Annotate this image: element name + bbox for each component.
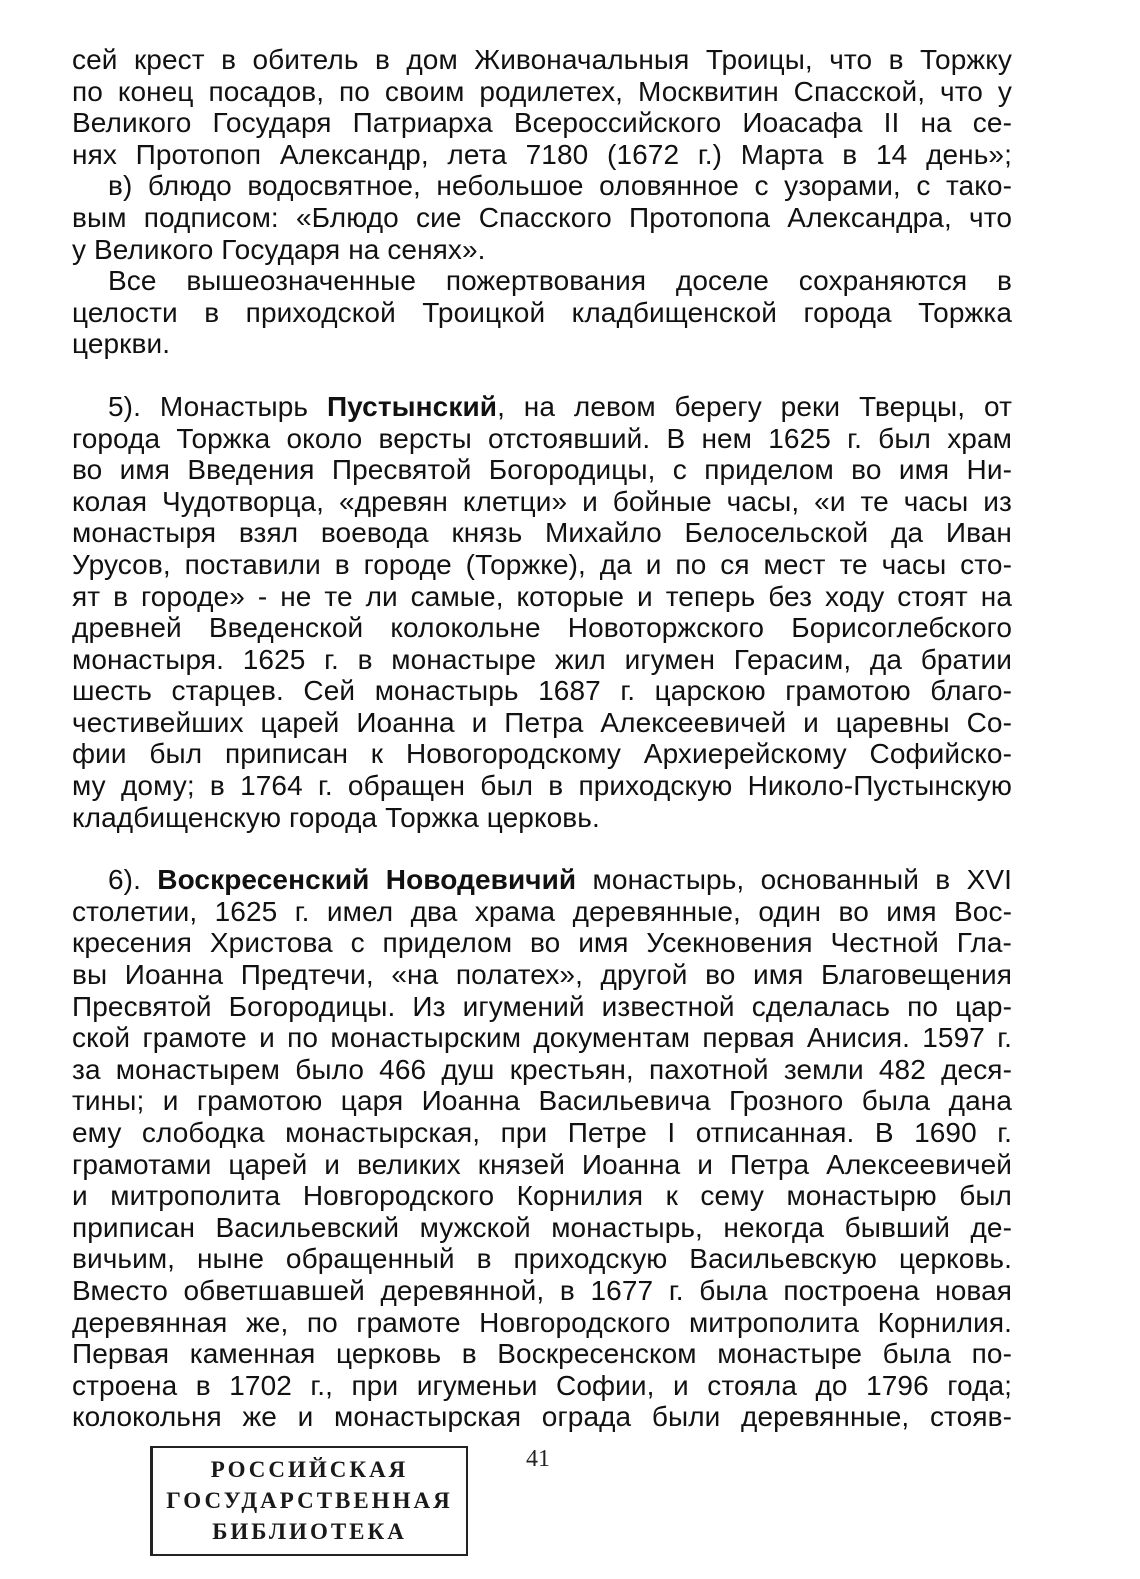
text-line: церкви. [72, 328, 171, 360]
text-line: столетии, 1625 г. имел два храма деревянные, один во имя Вос- [72, 895, 1012, 927]
text-line: му дому; в 1764 г. обращен был в приходскую Николо-Пустынскую [72, 770, 1012, 802]
text-line: ему слободка монастырская, при Петре I отписанная. В 1690 г. [72, 1117, 1012, 1148]
text-line: нях Протопоп Александр, лета 7180 (1672 г.) Марта в 14 день»; [72, 138, 1012, 170]
text-line: Пресвятой Богородицы. Из игумений известной сделалась по цар- [72, 990, 1012, 1022]
text-line: вым подписом: «Блюдо сие Спасского Протопопа Александра, что [72, 201, 1012, 233]
text-line: Урусов, поставили в городе (Торжке), да и по ся мест те часы сто- [72, 548, 1012, 580]
document-body [72, 44, 1012, 1433]
text-line: целости в приходской Троицкой кладбищенской города Торжка [72, 296, 1012, 328]
text-line: во имя Введения Пресвятой Богородицы, с приделом во имя Ни- [72, 454, 1012, 486]
text-line [72, 391, 1012, 423]
text-run: , на левом берегу реки Тверцы, от [497, 390, 1012, 422]
text-line: по конец посадов, по своим родилетех, Москвитин Спасской, что у [72, 75, 1012, 107]
text-line: честивейших царей Иоанна и Петра Алексеевичей и царевны Со- [72, 706, 1012, 738]
text-line: приписан Васильевский мужской монастырь, некогда бывший де- [72, 1211, 1012, 1243]
text-line: шесть старцев. Сей монастырь 1687 г. царскою грамотою благо- [72, 675, 1012, 707]
text-line: ят в городе» - не те ли самые, которые и теперь без ходу стоят на [72, 580, 1012, 612]
library-stamp [150, 1446, 468, 1556]
text-line: за монастырем было 466 душ крестьян, пахотной земли 482 деся- [72, 1053, 1012, 1085]
paragraph-gap [72, 360, 1012, 391]
stamp-line: ГОСУДАРСТВЕННАЯ [166, 1488, 453, 1513]
page-number: 41 [526, 1446, 550, 1472]
text-line: и митрополита Новгородского Корнилия к сему монастырю был [72, 1180, 1012, 1212]
text-line: кладбищенскую города Торжка церковь. [72, 801, 600, 833]
text-line: города Торжка около версты отстоявший. В нем 1625 г. был храм [72, 422, 1012, 454]
text-line: в) блюдо водосвятное, небольшое оловянное с узорами, с тако- [108, 170, 1012, 202]
text-line: колокольня же и монастырская ограда были деревянные, стояв- [72, 1401, 1012, 1433]
text-line: кресения Христова с приделом во имя Усекновения Честной Гла- [72, 927, 1012, 959]
text-line: монастыря взял воевода князь Михайло Белосельской да Иван [72, 517, 1012, 549]
text-line: грамотами царей и великих князей Иоанна и Петра Алексеевичей [72, 1148, 1012, 1180]
stamp-line: БИБЛИОТЕКА [212, 1519, 407, 1544]
text-line: сей крест в обитель в дом Живоначальныя Троицы, что в Торжку [72, 44, 1012, 75]
text-run: 5). Монастырь [108, 390, 327, 422]
text-run: 6). [108, 864, 158, 896]
monastery-name: Пустынский [326, 390, 498, 422]
text-line: вы Иоанна Предтечи, «на полатех», другой во имя Благовещения [72, 959, 1012, 991]
text-line: Все вышеозначенные пожертвования доселе сохраняются в [108, 265, 1012, 297]
text-line [72, 864, 1012, 896]
text-run: монастырь, основанный в XVI [576, 864, 1012, 896]
text-line: фии был приписан к Новогородскому Архиерейскому Софийско- [72, 738, 1012, 770]
text-line: монастыря. 1625 г. в монастыре жил игумен Герасим, да братии [72, 643, 1012, 675]
paragraph-gap [72, 833, 1012, 864]
text-line: Великого Государя Патриарха Всероссийского Иоасафа II на се- [72, 107, 1012, 139]
text-line: ской грамоте и по монастырским документам первая Анисия. 1597 г. [72, 1022, 1012, 1054]
monastery-name: Воскресенский Новодевичий [157, 864, 577, 896]
text-line: колая Чудотворца, «древян клетци» и бойные часы, «и те часы из [72, 485, 1012, 517]
text-line: деревянная же, по грамоте Новгородского митрополита Корнилия. [72, 1306, 1012, 1338]
text-line: вичьим, ныне обращенный в приходскую Васильевскую церковь. [72, 1243, 1012, 1275]
text-line: Вместо обветшавшей деревянной, в 1677 г. была построена новая [72, 1274, 1012, 1306]
text-line: Первая каменная церковь в Воскресенском монастыре была по- [72, 1338, 1012, 1370]
text-line: древней Введенской колокольне Новоторжского Борисоглебского [72, 612, 1012, 644]
stamp-line: РОССИЙСКАЯ [210, 1457, 409, 1482]
text-line: у Великого Государя на сенях». [72, 233, 486, 265]
text-line: строена в 1702 г., при игуменьи Софии, и стояла до 1796 года; [72, 1369, 1012, 1401]
text-line: тины; и грамотою царя Иоанна Васильевича Грозного была дана [72, 1085, 1012, 1117]
